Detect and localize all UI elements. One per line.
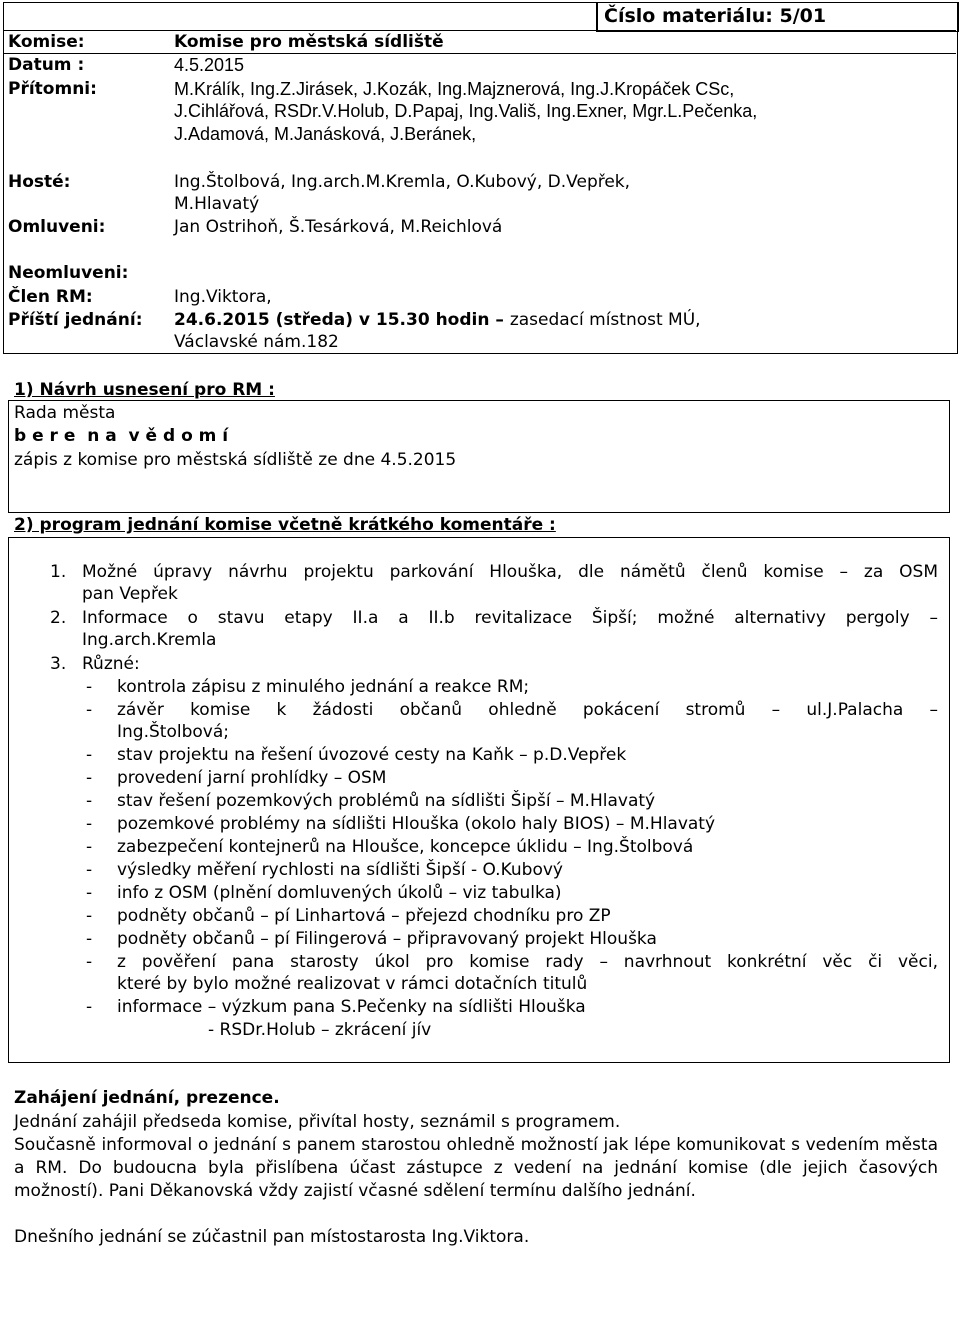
item-2-number: 2. xyxy=(50,608,67,628)
sub-item-dash: - xyxy=(86,997,93,1017)
sub-item-10: podněty občanů – pí Linhartová – přejezd chodníku pro ZP xyxy=(117,906,611,926)
sub-item-13: informace – výzkum pana S.Pečenky na sídlišti Hlouška xyxy=(117,997,586,1017)
item-1-cont: pan Vepřek xyxy=(82,584,178,604)
minutes-paragraph-3: Dnešního jednání se zúčastnil pan místostarosta Ing.Viktora. xyxy=(14,1227,530,1247)
sub-item-2-cont: Ing.Štolbová; xyxy=(117,722,229,742)
sub-item-7: zabezpečení kontejnerů na Hloušce, koncepce úklidu – Ing.Štolbová xyxy=(117,837,694,857)
sub-item-dash: - xyxy=(86,677,93,697)
value-komise: Komise pro městská sídliště xyxy=(174,32,444,52)
sub-item-12: z pověření pana starosty úkol pro komise rady – navrhnout konkrétní věc či věci, xyxy=(117,952,938,972)
sub-item-extra: - RSDr.Holub – zkrácení jív xyxy=(208,1020,432,1040)
hoste-line-2: M.Hlavatý xyxy=(174,194,260,214)
minutes-paragraph-1: Jednání zahájil předseda komise, přivítal hosty, seznámil s programem. xyxy=(14,1112,621,1132)
item-3-text: Různé: xyxy=(82,654,140,674)
sub-item-11: podněty občanů – pí Filingerová – připravovaný projekt Hlouška xyxy=(117,929,657,949)
label-komise: Komise: xyxy=(8,32,85,52)
sub-item-dash: - xyxy=(86,837,93,857)
section1-line-1: Rada města xyxy=(14,403,116,423)
sub-item-dash: - xyxy=(86,929,93,949)
next-meeting xyxy=(174,310,701,330)
value-datum: 4.5.2015 xyxy=(174,55,245,75)
section1-heading: 1) Návrh usnesení pro RM : xyxy=(14,380,275,400)
pritomni-line-2: J.Cihlářová, RSDr.V.Holub, D.Papaj, Ing.Vališ, Ing.Exner, Mgr.L.Pečenka, xyxy=(174,101,758,121)
pritomni-line-1: M.Králík, Ing.Z.Jirásek, J.Kozák, Ing.Majznerová, Ing.J.Kropáček CSc, xyxy=(174,79,735,99)
sub-item-dash: - xyxy=(86,700,93,720)
item-2-cont: Ing.arch.Kremla xyxy=(82,630,217,650)
sub-item-4: provedení jarní prohlídky – OSM xyxy=(117,768,387,788)
sub-item-dash: - xyxy=(86,814,93,834)
label-pristi-jednani: Příští jednání: xyxy=(8,310,143,330)
value-clen-rm: Ing.Viktora, xyxy=(174,287,272,307)
label-clen-rm: Člen RM: xyxy=(8,287,93,307)
sub-item-9: info z OSM (plnění domluvených úkolů – viz tabulka) xyxy=(117,883,562,903)
sub-item-8: výsledky měření rychlosti na sídlišti Šipší - O.Kubový xyxy=(117,860,563,880)
label-hoste: Hosté: xyxy=(8,172,71,192)
minutes-heading: Zahájení jednání, prezence. xyxy=(14,1088,280,1108)
item-1-number: 1. xyxy=(50,562,67,582)
minutes-paragraph-2: Současně informoval o jednání s panem starostou ohledně možností jak lépe komunikovat s vedením města a RM. Do budoucna byla přislíbena účast zástupce z vedení na jednání komise (dle jejich časových možností). Pani Děkanovská vždy zajistí včasné sdělení termínu dalšího jednání. xyxy=(14,1135,938,1201)
header-divider-top xyxy=(3,30,956,31)
sub-item-1: kontrola zápisu z minulého jednání a reakce RM; xyxy=(117,677,530,697)
sub-item-6: pozemkové problémy na sídlišti Hlouška (okolo haly BIOS) – M.Hlavatý xyxy=(117,814,716,834)
value-omluveni: Jan Ostrihoň, Š.Tesárková, M.Reichlová xyxy=(174,217,503,237)
item-3-number: 3. xyxy=(50,654,67,674)
next-meeting-place-2: Václavské nám.182 xyxy=(174,332,339,352)
next-meeting-date: 24.6.2015 (středa) v 15.30 hodin xyxy=(174,310,490,330)
hoste-line-1: Ing.Štolbová, Ing.arch.M.Kremla, O.Kubový, D.Vepřek, xyxy=(174,172,631,192)
header-divider-date xyxy=(3,53,956,54)
sub-item-12-cont: které by bylo možné realizovat v rámci dotačních titulů xyxy=(117,974,588,994)
sub-item-dash: - xyxy=(86,906,93,926)
sub-item-3: stav projektu na řešení úvozové cesty na Kaňk – p.D.Vepřek xyxy=(117,745,627,765)
section1-line-2: b e r e n a v ě d o m í xyxy=(14,426,229,446)
sub-item-dash: - xyxy=(86,791,93,811)
sub-item-dash: - xyxy=(86,745,93,765)
sub-item-5: stav řešení pozemkových problémů na sídlišti Šipší – M.Hlavatý xyxy=(117,791,656,811)
next-meeting-dash: – xyxy=(489,310,510,330)
label-pritomni: Přítomni: xyxy=(8,79,97,99)
sub-item-dash: - xyxy=(86,952,93,972)
item-1-text: Možné úpravy návrhu projektu parkování Hlouška, dle námětů členů komise – za OSM xyxy=(82,562,938,582)
sub-item-2: závěr komise k žádosti občanů ohledně pokácení stromů – ul.J.Palacha – xyxy=(117,700,938,720)
sub-item-dash: - xyxy=(86,768,93,788)
material-number: Číslo materiálu: 5/01 xyxy=(604,5,827,27)
label-neomluveni: Neomluveni: xyxy=(8,263,129,283)
label-datum: Datum : xyxy=(8,55,85,75)
label-omluveni: Omluveni: xyxy=(8,217,106,237)
sub-item-dash: - xyxy=(86,883,93,903)
sub-item-dash: - xyxy=(86,860,93,880)
section2-heading: 2) program jednání komise včetně krátkého komentáře : xyxy=(14,515,556,535)
next-meeting-place: zasedací místnost MÚ, xyxy=(509,310,701,330)
pritomni-line-3: J.Adamová, M.Janásková, J.Beránek, xyxy=(174,124,477,144)
section1-line-3: zápis z komise pro městská sídliště ze dne 4.5.2015 xyxy=(14,450,457,470)
item-2-text: Informace o stavu etapy II.a a II.b revitalizace Šipší; možné alternativy pergoly – xyxy=(82,608,938,628)
